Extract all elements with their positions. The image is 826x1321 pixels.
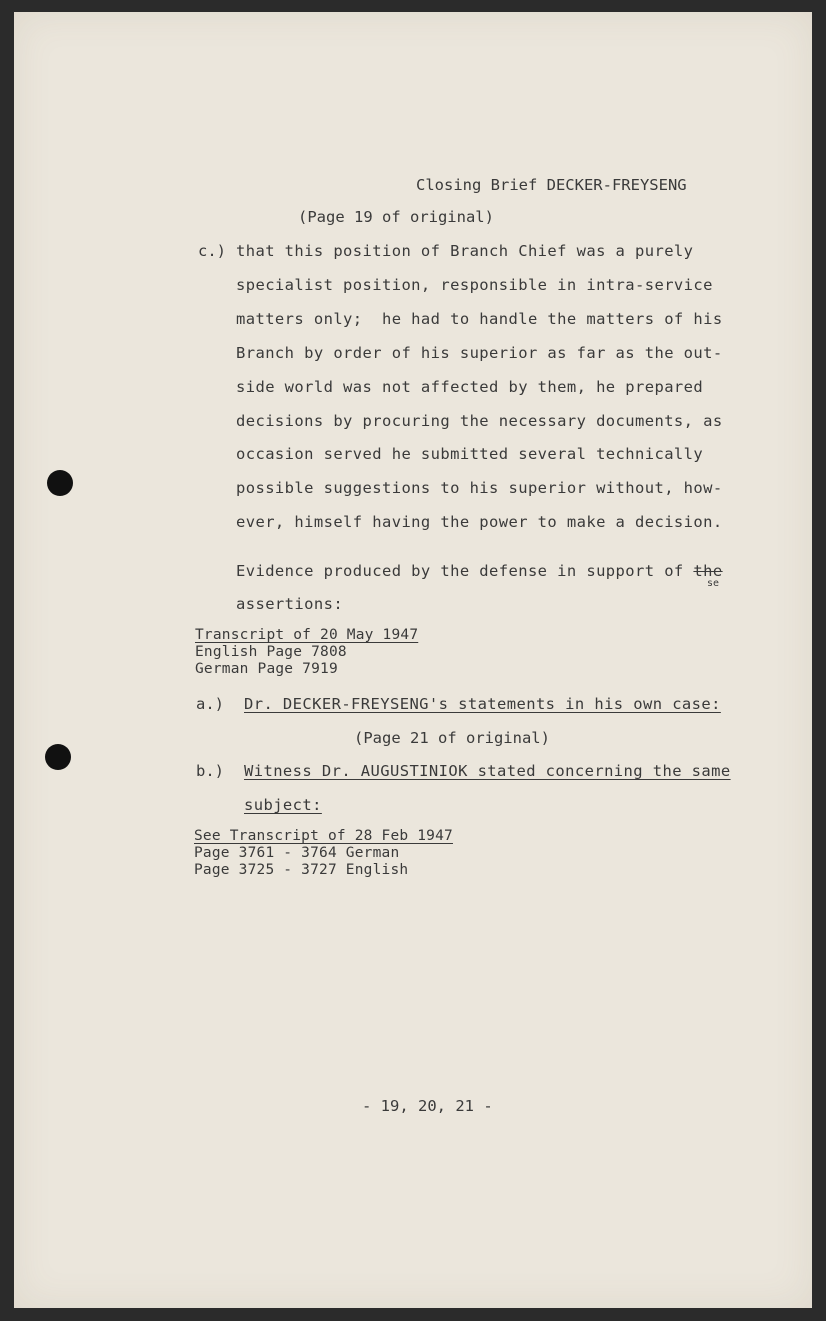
page-number: - 19, 20, 21 - xyxy=(362,1097,493,1115)
handwritten-insertion: se xyxy=(707,578,720,589)
reference-line: Page 3725 - 3727 English xyxy=(194,862,409,878)
paragraph-marker: c.) xyxy=(198,242,226,260)
paragraph-line: occasion served he submitted several technically xyxy=(236,445,704,463)
reference-title: See Transcript of 28 Feb 1947 xyxy=(194,828,453,844)
reference-line: English Page 7808 xyxy=(195,644,347,660)
reference-line: German Page 7919 xyxy=(195,661,338,677)
page-note: (Page 19 of original) xyxy=(298,208,494,226)
paragraph-line: that this position of Branch Chief was a purely xyxy=(236,242,694,260)
evidence-text: Evidence produced by the defense in support of xyxy=(236,562,684,580)
evidence-line: assertions: xyxy=(236,595,344,613)
paragraph-line: possible suggestions to his superior without, how- xyxy=(236,479,723,497)
paragraph-line: decisions by procuring the necessary documents, as xyxy=(236,412,723,430)
reference-title: Transcript of 20 May 1947 xyxy=(195,627,419,643)
paragraph-line: Branch by order of his superior as far as the out- xyxy=(236,344,723,362)
struck-word: the xyxy=(693,562,723,580)
paragraph-line: side world was not affected by them, he prepared xyxy=(236,378,704,396)
paragraph-line: ever, himself having the power to make a decision. xyxy=(236,513,723,531)
item-text: Dr. DECKER-FREYSENG's statements in his own case: xyxy=(244,695,721,713)
punch-hole xyxy=(45,744,71,770)
punch-hole xyxy=(47,470,73,496)
item-marker: b.) xyxy=(196,762,224,780)
item-marker: a.) xyxy=(196,695,224,713)
evidence-line xyxy=(236,562,723,580)
paragraph-line: matters only; he had to handle the matters of his xyxy=(236,310,723,328)
reference-line: Page 3761 - 3764 German xyxy=(194,845,400,861)
item-text: subject: xyxy=(244,796,322,814)
paragraph-line: specialist position, responsible in intra-service xyxy=(236,276,713,294)
document-title: Closing Brief DECKER-FREYSENG xyxy=(416,176,687,194)
item-text: Witness Dr. AUGUSTINIOK stated concerning the same xyxy=(244,762,731,780)
page-note: (Page 21 of original) xyxy=(354,729,550,747)
